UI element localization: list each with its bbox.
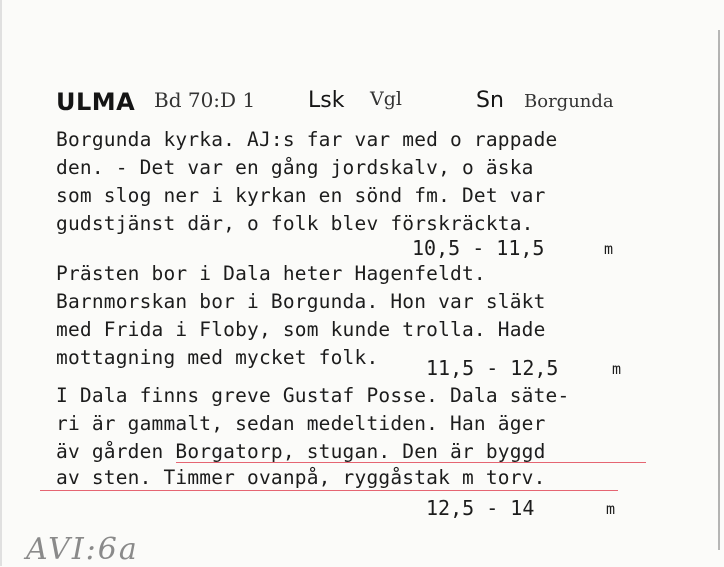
text-line: Borgunda kyrka. AJ:s far var med o rappade	[56, 128, 558, 151]
card-header	[56, 88, 656, 118]
time-value: 12,5 - 14	[426, 496, 535, 520]
red-underline	[40, 490, 618, 491]
record-code: Bd 70:D 1	[154, 88, 256, 112]
text-line: I Dala finns greve Gustaf Posse. Dala säte-	[56, 384, 570, 407]
text-line: mottagning med mycket folk.	[56, 346, 379, 369]
red-underline	[176, 462, 646, 463]
text-line: Barnmorskan bor i Borgunda. Hon var släkt	[56, 290, 546, 313]
text-line: som slog ner i kyrkan en sönd fm. Det var	[56, 184, 546, 207]
time-unit: m	[606, 500, 616, 518]
time-unit: m	[612, 360, 622, 378]
time-value: 10,5 - 11,5	[412, 236, 545, 260]
text-line: med Frida i Floby, som kunde trolla. Hade	[56, 318, 546, 341]
text-line: Prästen bor i Dala heter Hagenfeldt.	[56, 262, 486, 285]
text-line: äv gården Borgatorp, stugan. Den är byggd	[56, 440, 546, 463]
text-line: den. - Det var en gång jordskalv, o äska	[56, 156, 534, 179]
time-range	[412, 236, 622, 260]
province-value: Vgl	[370, 88, 402, 110]
time-range	[426, 356, 626, 380]
text-line: gudstjänst där, o folk blev förskräckta.	[56, 212, 534, 235]
province-label: Lsk	[308, 88, 345, 113]
card-right-edge	[718, 30, 720, 550]
time-unit: m	[604, 240, 614, 258]
card-left-edge	[0, 0, 2, 566]
text-line: ri är gammalt, sedan medeltiden. Han äger	[56, 412, 546, 435]
text-line: av sten. Timmer ovanpå, ryggåstak m torv.	[56, 466, 546, 489]
archive-name: ULMA	[56, 88, 136, 116]
time-range	[426, 496, 626, 520]
handwritten-note: AVI:6a	[26, 532, 139, 567]
parish-value: Borgunda	[524, 91, 614, 112]
time-value: 11,5 - 12,5	[426, 356, 559, 380]
parish-label: Sn	[476, 88, 504, 113]
